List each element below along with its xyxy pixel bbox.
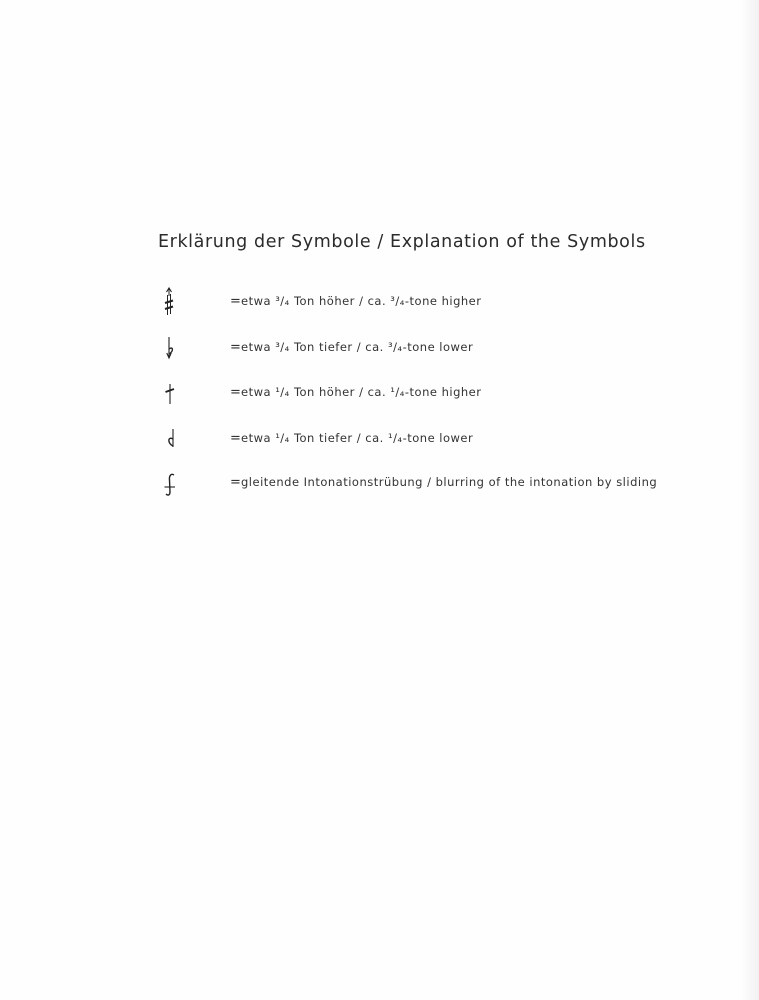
equals-sign: = — [230, 385, 241, 400]
equals-sign: = — [230, 340, 241, 355]
page-edge-shadow — [741, 0, 759, 1000]
page-title: Erklärung der Symbole / Explanation of the Symbols — [158, 232, 646, 252]
equals-sign: = — [230, 431, 241, 446]
three-quarter-sharp-icon — [150, 287, 190, 319]
three-quarter-flat-icon — [150, 333, 190, 365]
equals-sign: = — [230, 294, 241, 309]
legend-description: etwa ³/₄ Ton tiefer / ca. ³/₄-tone lower — [241, 340, 474, 354]
legend-description: etwa ¹/₄ Ton höher / ca. ¹/₄-tone higher — [241, 385, 482, 399]
legend-item — [150, 424, 670, 456]
quarter-flat-icon — [150, 424, 190, 456]
equals-sign: = — [230, 475, 241, 490]
legend-description: gleitende Intonationstrübung / blurring of the intonation by sliding — [241, 475, 658, 489]
legend-description: etwa ¹/₄ Ton tiefer / ca. ¹/₄-tone lower — [241, 431, 474, 445]
legend-description: etwa ³/₄ Ton höher / ca. ³/₄-tone higher — [241, 294, 482, 308]
legend-item — [150, 378, 670, 410]
legend-item — [150, 468, 670, 500]
legend-item — [150, 287, 670, 319]
legend-item — [150, 333, 670, 365]
quarter-sharp-icon — [150, 378, 190, 410]
glissando-intonation-icon — [150, 468, 190, 500]
